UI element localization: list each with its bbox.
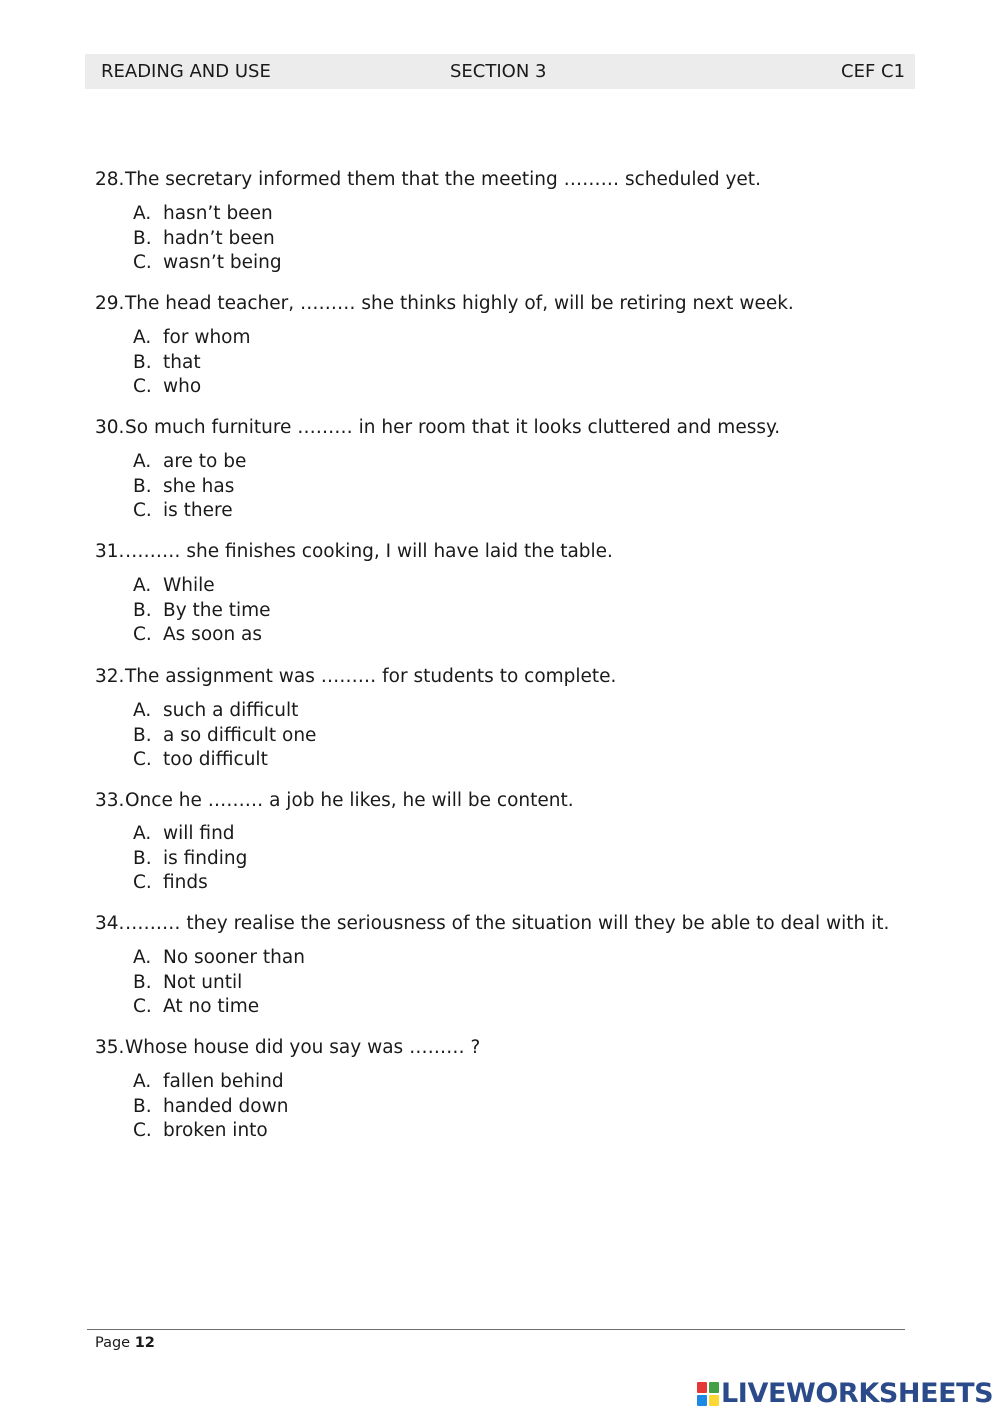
options-29 <box>133 326 251 400</box>
option-text: Not until <box>163 971 243 993</box>
footer-divider <box>87 1329 905 1330</box>
option-letter: B. <box>133 847 152 869</box>
question-text: ……… she finishes cooking, I will have laid the table. <box>125 541 613 562</box>
options-34 <box>133 946 305 1020</box>
option-text: a so difficult one <box>163 724 317 746</box>
option-letter: A. <box>133 823 152 844</box>
option-text: As soon as <box>163 624 263 645</box>
question-text: The head teacher, ……… she thinks highly of, will be retiring next week. <box>125 293 794 314</box>
option-text: hadn’t been <box>163 227 275 249</box>
question-31 <box>95 540 915 564</box>
option-letter: B. <box>133 227 152 249</box>
question-text: The secretary informed them that the meeting ……… scheduled yet. <box>125 169 761 190</box>
option-a[interactable] <box>133 202 282 227</box>
question-text: ……… they realise the seriousness of the situation will they be able to deal with it. <box>125 913 890 934</box>
option-letter: C. <box>133 749 152 770</box>
option-b[interactable] <box>133 227 282 252</box>
logo-square-icon <box>709 1395 719 1406</box>
options-31 <box>133 574 271 648</box>
option-c[interactable] <box>133 623 271 648</box>
option-text: she has <box>163 475 235 497</box>
question-number: 34. <box>95 913 125 934</box>
option-text: that <box>163 351 201 373</box>
option-b[interactable] <box>133 475 246 500</box>
option-c[interactable] <box>133 375 251 400</box>
option-b[interactable] <box>133 724 316 749</box>
question-29 <box>95 292 915 316</box>
option-text: At no time <box>163 996 260 1017</box>
header-left-title: READING AND USE <box>101 61 271 82</box>
option-letter: C. <box>133 1120 152 1141</box>
option-letter: A. <box>133 575 152 596</box>
logo-grid-icon <box>697 1382 719 1406</box>
option-text: hasn’t been <box>163 203 273 224</box>
option-b[interactable] <box>133 847 247 872</box>
option-c[interactable] <box>133 748 316 773</box>
liveworksheets-logo[interactable] <box>697 1378 993 1410</box>
option-b[interactable] <box>133 971 305 996</box>
options-32 <box>133 699 316 773</box>
option-c[interactable] <box>133 1119 288 1144</box>
brand-name: LIVEWORKSHEETS <box>721 1378 994 1409</box>
option-b[interactable] <box>133 1095 288 1120</box>
question-text: The assignment was ……… for students to complete. <box>125 666 617 687</box>
option-letter: A. <box>133 947 152 968</box>
option-text: will find <box>163 823 235 844</box>
option-text: is there <box>163 500 233 521</box>
option-text: No sooner than <box>163 947 305 968</box>
option-a[interactable] <box>133 699 316 724</box>
option-letter: A. <box>133 1071 152 1092</box>
option-letter: C. <box>133 624 152 645</box>
option-letter: B. <box>133 599 152 621</box>
option-letter: B. <box>133 724 152 746</box>
option-text: wasn’t being <box>163 252 282 273</box>
question-28 <box>95 168 915 192</box>
question-text: Whose house did you say was ……… ? <box>125 1037 481 1058</box>
option-text: fallen behind <box>163 1071 284 1092</box>
option-letter: A. <box>133 203 152 224</box>
options-35 <box>133 1070 288 1144</box>
option-text: finds <box>163 872 208 893</box>
option-text: is finding <box>163 847 248 869</box>
header-section: SECTION 3 <box>450 61 547 82</box>
option-letter: C. <box>133 252 152 273</box>
option-text: such a difficult <box>163 700 299 721</box>
option-b[interactable] <box>133 599 271 624</box>
option-letter: A. <box>133 327 152 348</box>
question-34 <box>95 912 915 936</box>
question-number: 30. <box>95 417 125 438</box>
question-number: 29. <box>95 293 125 314</box>
option-letter: B. <box>133 1095 152 1117</box>
option-text: for whom <box>163 327 251 348</box>
option-text: too difficult <box>163 749 268 770</box>
option-letter: C. <box>133 872 152 893</box>
options-30 <box>133 450 246 524</box>
option-a[interactable] <box>133 574 271 599</box>
header-level: CEF C1 <box>841 61 906 82</box>
question-number: 32. <box>95 666 125 687</box>
option-a[interactable] <box>133 946 305 971</box>
page-footer <box>95 1333 155 1353</box>
question-number: 31. <box>95 541 125 562</box>
option-letter: B. <box>133 971 152 993</box>
option-a[interactable] <box>133 326 251 351</box>
option-letter: A. <box>133 451 152 472</box>
option-letter: C. <box>133 996 152 1017</box>
option-c[interactable] <box>133 995 305 1020</box>
option-letter: A. <box>133 700 152 721</box>
option-c[interactable] <box>133 499 246 524</box>
option-text: broken into <box>163 1120 268 1141</box>
question-number: 33. <box>95 790 125 811</box>
question-30 <box>95 416 915 440</box>
option-letter: C. <box>133 376 152 397</box>
question-text: Once he ……… a job he likes, he will be content. <box>125 790 574 811</box>
option-a[interactable] <box>133 822 247 847</box>
option-text: While <box>163 575 215 596</box>
option-a[interactable] <box>133 1070 288 1095</box>
option-c[interactable] <box>133 871 247 896</box>
option-text: handed down <box>163 1095 289 1117</box>
logo-square-icon <box>697 1395 707 1406</box>
logo-square-icon <box>709 1382 719 1393</box>
option-letter: B. <box>133 351 152 373</box>
option-text: who <box>163 376 202 397</box>
logo-square-icon <box>697 1382 707 1393</box>
option-c[interactable] <box>133 251 282 276</box>
option-text: By the time <box>163 599 271 621</box>
option-letter: C. <box>133 500 152 521</box>
question-text: So much furniture ……… in her room that it looks cluttered and messy. <box>125 417 781 438</box>
option-a[interactable] <box>133 450 246 475</box>
options-28 <box>133 202 282 276</box>
question-35 <box>95 1036 915 1060</box>
question-number: 28. <box>95 169 125 190</box>
question-32 <box>95 665 915 689</box>
option-b[interactable] <box>133 351 251 376</box>
page-number: 12 <box>134 1335 155 1351</box>
page-label: Page <box>95 1335 131 1351</box>
question-number: 35. <box>95 1037 125 1058</box>
options-33 <box>133 822 247 896</box>
option-text: are to be <box>163 451 247 472</box>
option-letter: B. <box>133 475 152 497</box>
question-33 <box>95 789 915 813</box>
